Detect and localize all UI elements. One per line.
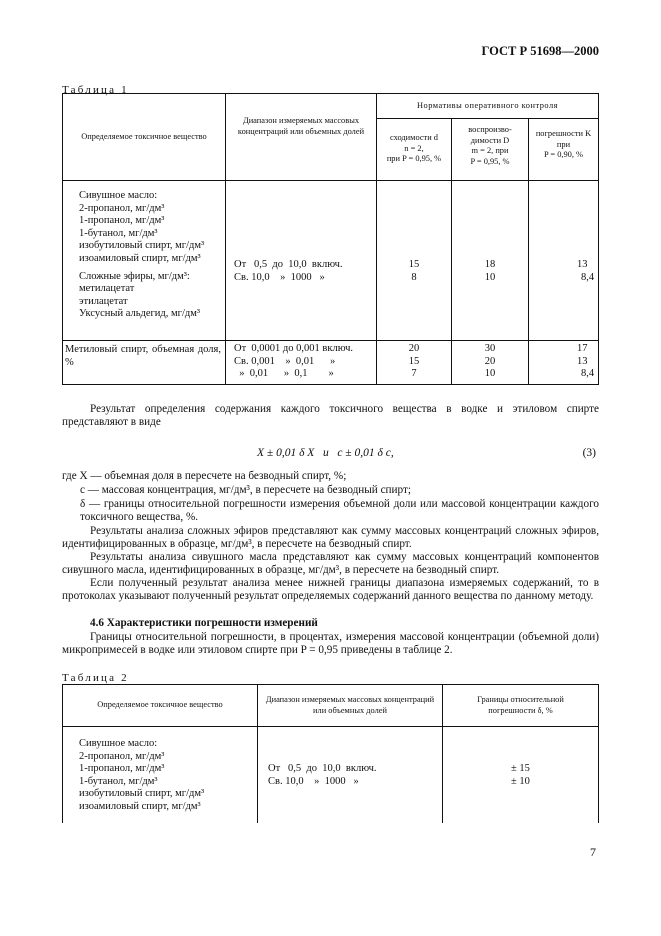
t1-header-K: погрешности K при P = 0,90, % [529, 119, 599, 181]
t1-header-d: сходимости d n = 2, при P = 0,95, % [377, 119, 452, 181]
table2 [62, 684, 599, 823]
t1-row1-d: 15 8 [377, 181, 452, 341]
t2-header-error: Границы относительной погрешности δ, % [443, 685, 599, 727]
t2-header-range: Диапазон измеряемых массовых концентраций или объемных долей [258, 685, 443, 727]
t2-row1-substances: Сивушное масло: 2-пропанол, мг/дм³ 1-пропанол, мг/дм³ 1-бутанол, мг/дм³ изобутиловый спирт, мг/дм³ изоамиловый спирт, мг/дм³ [63, 727, 258, 823]
table1-caption: Таблица 1 [62, 84, 129, 96]
paragraph-error-bounds: Границы относительной погрешности, в процентах, измерения массовой концентрации (объемной доли) микропримесей в водке или этиловом спирте при P = 0,95 приведены в таблице 2. [62, 631, 599, 657]
t1-row2-range: От 0,0001 до 0,001 включ. Св. 0,001 » 0,01 » » 0,01 » 0,1 » [226, 341, 377, 385]
table1 [62, 93, 599, 385]
document-id: ГОСТ Р 51698—2000 [481, 44, 599, 58]
t1-header-substance: Определяемое токсичное вещество [63, 94, 226, 181]
t2-header-substance: Определяемое токсичное вещество [63, 685, 258, 727]
page-number: 7 [590, 845, 596, 859]
t1-row1-K: 13 8,4 [529, 181, 599, 341]
t1-header-norms: Нормативы оперативного контроля [377, 94, 599, 119]
where-c: c — массовая концентрация, мг/дм³, в пересчете на безводный спирт; [80, 484, 411, 496]
t2-row1-range: От 0,5 до 10,0 включ. Св. 10,0 » 1000 » [258, 727, 443, 823]
formula-number: (3) [582, 447, 596, 459]
t2-row1-error: ± 15 ± 10 [443, 727, 599, 823]
t1-header-D: воспроизво- димости D m = 2, при P = 0,95, % [452, 119, 529, 181]
t1-row1-substances: Сивушное масло: 2-пропанол, мг/дм³ 1-пропанол, мг/дм³ 1-бутанол, мг/дм³ изобутиловый спирт, мг/дм³ изоамиловый спирт, мг/дм³ Сложные эфиры, мг/дм³: метилацетат этилацетат Уксусный альдегид, мг/дм³ [63, 181, 226, 341]
t1-row2-substance: Метиловый спирт, объемная доля, % [63, 341, 226, 385]
t1-row1-range: От 0,5 до 10,0 включ. Св. 10,0 » 1000 » [226, 181, 377, 341]
where-delta: δ — границы относительной погрешности измерения объемной доли или массовой концентрации каждого токсичного вещества, %. [80, 498, 599, 524]
where-x: где X — объемная доля в пересчете на безводный спирт, %; [62, 470, 347, 482]
table2-caption: Таблица 2 [62, 672, 129, 684]
section-heading-4-6: 4.6 Характеристики погрешности измерений [90, 617, 318, 629]
t1-row2-d: 20 15 7 [377, 341, 452, 385]
formula-3: X ± 0,01 δ X и c ± 0,01 δ c, [257, 447, 394, 459]
t1-row2-K: 17 13 8,4 [529, 341, 599, 385]
t1-header-range: Диапазон измеряемых массовых концентраций или объемных долей [226, 94, 377, 181]
paragraph-fusel-oil: Результаты анализа сивушного масла представляют как сумму массовых концентраций компонентов сивушного масла, идентифицированных в образце, мг/дм³, в пересчете на безводный спирт. [62, 551, 599, 577]
paragraph-lower-bound: Если полученный результат анализа менее нижней границы диапазона измеряемых содержаний, то в протоколах указывают полученный результат определяемых содержаний данного вещества по данному методу. [62, 577, 599, 603]
paragraph-esters: Результаты анализа сложных эфиров представляют как сумму массовых концентраций сложных эфиров, идентифицированных в образце, мг/дм³, в пересчете на безводный спирт. [62, 525, 599, 551]
t1-row2-D: 30 20 10 [452, 341, 529, 385]
paragraph-result-form: Результат определения содержания каждого токсичного вещества в водке и этиловом спирте представляют в виде [62, 403, 599, 429]
t1-row1-D: 18 10 [452, 181, 529, 341]
